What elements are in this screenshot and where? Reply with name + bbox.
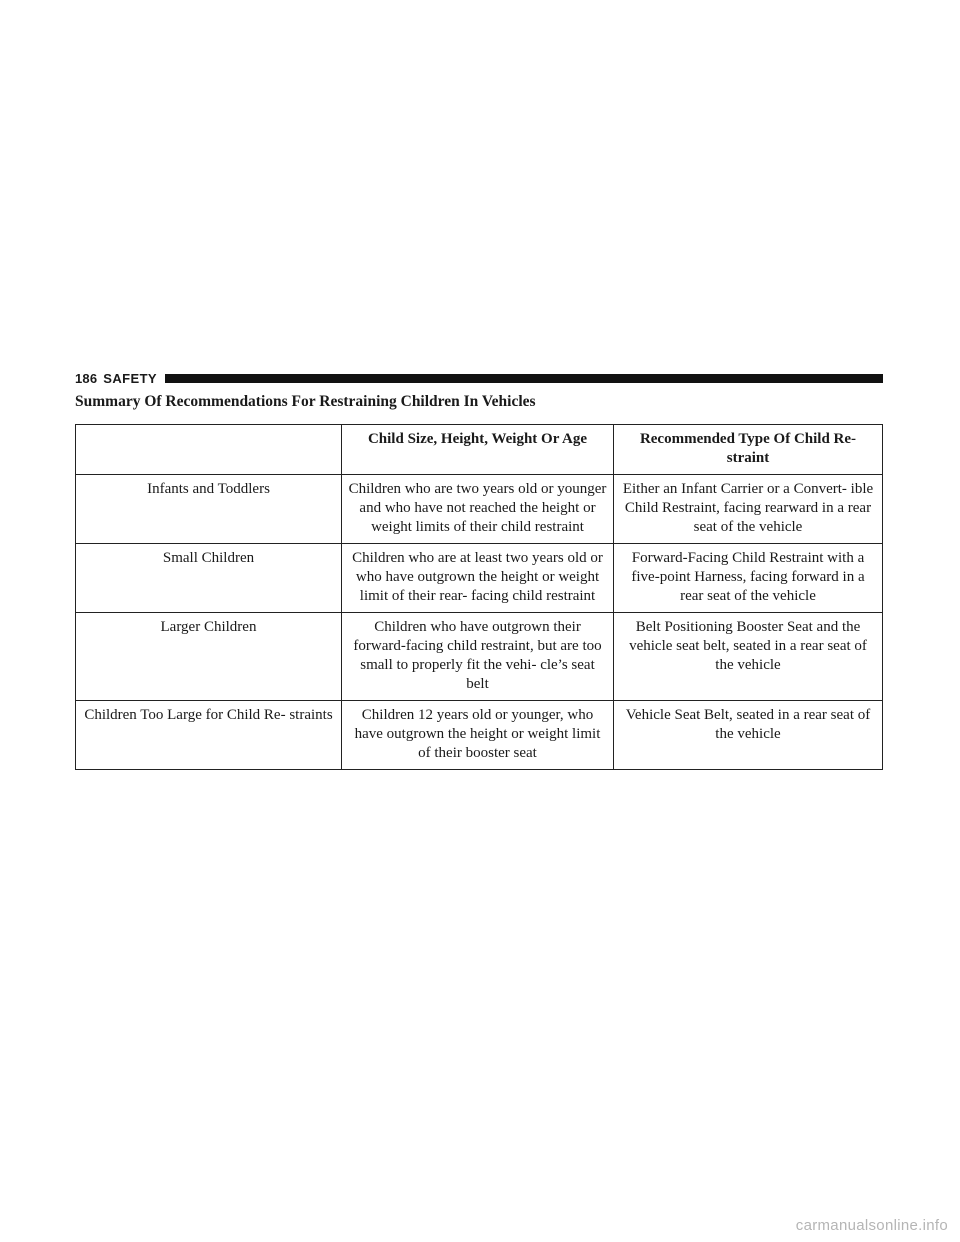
recommendations-table bbox=[75, 424, 883, 770]
table-row bbox=[76, 701, 883, 770]
table-row bbox=[76, 544, 883, 613]
watermark: carmanualsonline.info bbox=[795, 1217, 948, 1234]
restraint-cell: Forward-Facing Child Restraint with a five-point Harness, facing forward in a rear seat of the vehicle bbox=[614, 544, 883, 613]
page-number: 186 bbox=[75, 370, 98, 386]
category-cell: Children Too Large for Child Re- straints bbox=[76, 701, 342, 770]
restraint-cell: Either an Infant Carrier or a Convert- ible Child Restraint, facing rearward in a rear seat of the vehicle bbox=[614, 475, 883, 544]
page-header bbox=[75, 370, 883, 386]
category-cell: Infants and Toddlers bbox=[76, 475, 342, 544]
table-row bbox=[76, 475, 883, 544]
category-cell: Larger Children bbox=[76, 613, 342, 701]
category-cell: Small Children bbox=[76, 544, 342, 613]
size-cell: Children who are at least two years old or who have outgrown the height or weight limit of their rear- facing child restraint bbox=[342, 544, 614, 613]
column-header-restraint-type: Recommended Type Of Child Re- straint bbox=[614, 425, 883, 475]
table-row bbox=[76, 613, 883, 701]
size-cell: Children who have outgrown their forward-facing child restraint, but are too small to properly fit the vehi- cle’s seat belt bbox=[342, 613, 614, 701]
table-header-row bbox=[76, 425, 883, 475]
restraint-cell: Belt Positioning Booster Seat and the vehicle seat belt, seated in a rear seat of the vehicle bbox=[614, 613, 883, 701]
size-cell: Children 12 years old or younger, who have outgrown the height or weight limit of their booster seat bbox=[342, 701, 614, 770]
column-header-size: Child Size, Height, Weight Or Age bbox=[342, 425, 614, 475]
restraint-cell: Vehicle Seat Belt, seated in a rear seat of the vehicle bbox=[614, 701, 883, 770]
table-title: Summary Of Recommendations For Restraining Children In Vehicles bbox=[75, 393, 536, 410]
header-rule bbox=[165, 374, 883, 383]
column-header-category bbox=[76, 425, 342, 475]
section-title: SAFETY bbox=[103, 370, 157, 386]
size-cell: Children who are two years old or younger and who have not reached the height or weight limits of their child restraint bbox=[342, 475, 614, 544]
